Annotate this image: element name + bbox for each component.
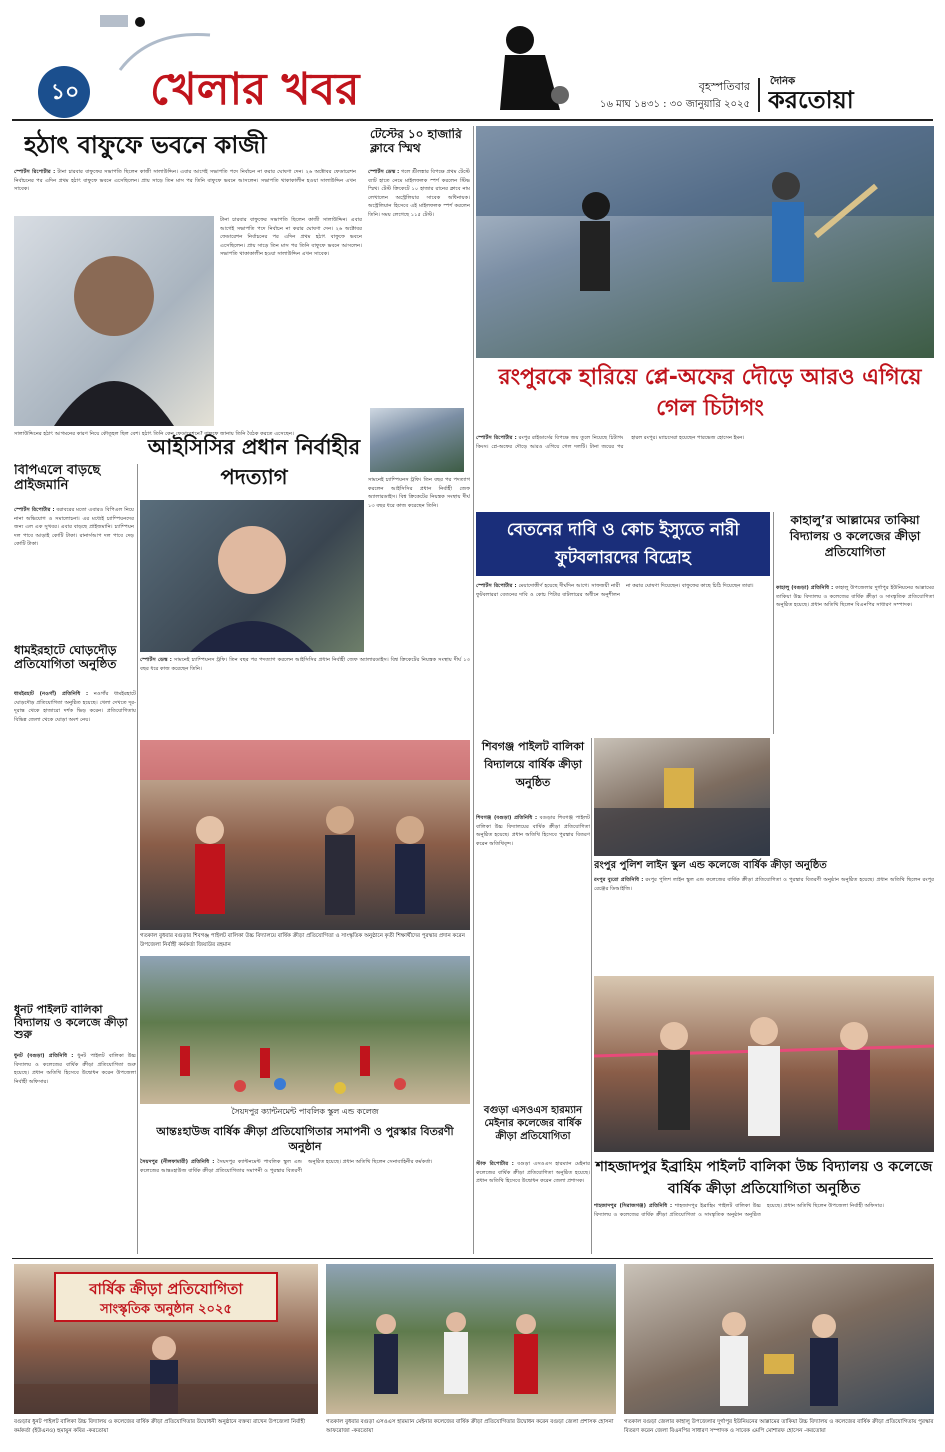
issue-day: বৃহস্পতিবার [698, 80, 750, 93]
saidpur-field-photo [140, 956, 470, 1104]
salauddin-photo [14, 216, 214, 426]
article-dhamorhat-body: ধামইরহাট (নওগাঁ) প্রতিনিধি : নওগাঁর ধামইরহাটে ঘোড়দৌড় প্রতিযোগিতা অনুষ্ঠিত হয়েছে। খেলা দেখতে দূর-দূরান্ত থেকে হাজারো দর্শক ভিড় করেন। প্রতিযোগিতায় বিভিন্ন জেলা থেকে ঘোড়া অংশ নেয়। [14, 691, 136, 723]
paper-name: করতোয়া [768, 86, 854, 114]
headline-dhamorhat: ধামইরহাটে ঘোড়দৌড় প্রতিযোগিতা অনুষ্ঠিত [14, 644, 117, 671]
salauddin-caption: সালাউদ্দিনের হঠাৎ আগমনের কারণ নিয়ে কৌতূহল ছিল বেশ। হঠাৎ তিনি কেন ফেডারেশনে? বাফুফে জানায় তিনি বৈঠক করতে এসেছেন। [14, 431, 294, 437]
saidpur-strip-caption: সৈয়দপুর ক্যান্টনমেন্ট পাবলিক স্কুল এন্ড কলেজ [231, 1107, 379, 1116]
masthead [0, 0, 945, 122]
headline-rangpur: রংপুরকে হারিয়ে প্লে-অফের দৌড়ে আরও এগিয়ে গেল চিটাগং [498, 365, 922, 421]
article-rangpur-body: স্পোর্টস রিপোর্টার : রংপুর রাইডার্সের বিপক্ষে জয় তুলে নিয়েছে চিটাগং কিংস। প্লে-অফের দৌড়ে আরও এগিয়ে গেল দলটি। টানা জয়ের পর হারল রংপুর। ম্যাচসেরা হয়েছেন পারভেজ হোসেন ইমন। [476, 435, 745, 450]
shibganj-photo-caption: গতকাল বুধবার বগুড়ার শিবগঞ্জ পাইলট বালিকা উচ্চ বিদ্যালয়ে বার্ষিক ক্রীড়া প্রতিযোগিতা ও সাংস্কৃতিক অনুষ্ঠানে কৃতী শিক্ষার্থীদের পুরস্কার প্রদান করেন উপজেলা নির্বাহী কর্মকর্তা জিয়াউর রহমান [140, 933, 465, 948]
article-dhunat-body: ধুনট (বগুড়া) প্রতিনিধি : ধুনট পাইলট বালিকা উচ্চ বিদ্যালয় ও কলেজের বার্ষিক ক্রীড়া প্রতিযোগিতা শুরু হয়েছে। প্রধান অতিথি হিসেবে উদ্বোধন করেন উপজেলা নির্বাহী অফিসার। [14, 1053, 136, 1085]
icc-ceo-photo [140, 500, 364, 652]
column-divider [773, 512, 774, 734]
bottom-right-caption: গতকাল বগুড়া জেলার কাহালু উপজেলার দুর্গাপুর ইউনিয়নের আল্লামের তাকিয়া উচ্চ বিদ্যালয় ও কলেজের বার্ষিক ক্রীড়া প্রতিযোগিতায় পুরস্কার বিতরণ করেন জেলা বিএনপির সাধারণ সম্পাদক ও সাবেক এমপি মোশারফ হোসেন -করতোয়া [624, 1419, 934, 1434]
issue-date: ১৬ মাঘ ১৪৩১ : ৩০ জানুয়ারি ২০২৫ [600, 99, 750, 110]
article-icc-ceo-body: স্পোর্টস ডেস্ক : সামনেই চ্যাম্পিয়নস ট্রফি। তিন বছর পর পদত্যাগ করলেন আইসিসির প্রধান নির্বাহী জেফ অ্যালারডাইস। বিশ্ব ক্রিকেটের নিয়ন্ত্রক সংস্থায় দীর্ঘ ১৩ বছর ধরে কাজ করেছেন তিনি। [140, 657, 470, 672]
headline-smith: টেস্টের ১০ হাজারি ক্লাবে স্মিথ [370, 128, 462, 155]
headline-icc-ceo: আইসিসির প্রধান নির্বাহীর পদত্যাগ [147, 435, 361, 489]
headline-kahalu: কাহালু’র আল্লামের তাকিয়া বিদ্যালয় ও কলেজের ক্রীড়া প্রতিযোগিতা [789, 513, 921, 559]
section-title: খেলার খবর [150, 64, 360, 115]
headline-dhunat: ধুনট পাইলট বালিকা বিদ্যালয় ও কলেজে ক্রীড়া শুরু [14, 1004, 128, 1042]
dhunat-stage-photo [14, 1264, 318, 1414]
headline-rangpur-police: রংপুর পুলিশ লাইন স্কুল এন্ড কলেজে বার্ষিক ক্রীড়া অনুষ্ঠিত [594, 860, 827, 871]
article-icc-ceo-column2: সামনেই চ্যাম্পিয়নস ট্রফি। তিন বছর পর পদত্যাগ করলেন আইসিসির প্রধান নির্বাহী জেফ অ্যালারডাইস। বিশ্ব ক্রিকেটের নিয়ন্ত্রক সংস্থায় দীর্ঘ ১৩ বছর ধরে কাজ করেছেন তিনি। [368, 477, 470, 509]
shibganj-prize-photo [140, 740, 470, 930]
headline-salauddin: হঠাৎ বাফুফে ভবনে কাজী [24, 131, 267, 159]
article-salauddin-body: স্পোর্টস রিপোর্টার : টানা চারবার বাফুফের সভাপতি ছিলেন কাজী সালাউদ্দিন। এবার আগেই সভাপতি পদে নির্বাচন না করার ঘোষণা দেন। ২৬ অক্টোবর ফেডারেশন নির্বাচনের পর এদিন প্রথম হঠাৎ বাফুফে ভবনে এসেছিলেন। প্রায় সাড়ে তিন মাস পর তিনি বাফুফে ভবনে আসলেন। সভাপতি থাকাকালীন হওয়া সালাউদ্দিন এখন সাবেক। [14, 169, 356, 192]
article-saidpur-body: সৈয়দপুর (নীলফামারী) প্রতিনিধি : সৈয়দপুর ক্যান্টনমেন্ট পাবলিক স্কুল এন্ড কলেজের আন্তঃহাউজ বার্ষিক ক্রীড়া প্রতিযোগিতার সমাপনী ও পুরস্কার বিতরণী অনুষ্ঠিত হয়েছে। প্রধান অতিথি ছিলেন সেনাবাহিনীর কর্মকর্তা। [140, 1159, 433, 1174]
article-shibganj-body: শিবগঞ্জ (বগুড়া) প্রতিনিধি : বগুড়ার শিবগঞ্জ পাইলট বালিকা উচ্চ বিদ্যালয়ের বার্ষিক ক্রীড়া প্রতিযোগিতা অনুষ্ঠিত হয়েছে। প্রধান অতিথি হিসেবে পুরস্কার বিতরণ করেন অতিথিবৃন্দ। [476, 815, 590, 847]
bottom-mid-caption: গতকাল বুধবার বগুড়া এসওএস হারম্যান মেইনার কলেজের বার্ষিক ক্রীড়া প্রতিযোগিতার উদ্বোধন করেন বগুড়া জেলা প্রশাসক হোসনা আফরোজা -করতোয়া [326, 1419, 614, 1434]
shahjadpur-ribbon-photo [594, 976, 934, 1152]
column-divider [591, 738, 592, 1254]
smith-photo [370, 408, 464, 472]
headline-bpl-prize: বিপিএলে বাড়ছে প্রাইজমানি [14, 464, 101, 493]
page-number: ১০ [50, 80, 80, 105]
headline-saidpur: আন্তঃহাউজ বার্ষিক ক্রীড়া প্রতিযোগিতার সমাপনী ও পুরস্কার বিতরণী অনুষ্ঠান [156, 1125, 454, 1153]
masthead-divider [758, 78, 760, 112]
article-women-football-body: স্পোর্টস রিপোর্টার : মেয়াদোত্তীর্ণ হয়েছে দীর্ঘদিন আগে। সাফজয়ী নারী ফুটবলাররা বেতনের দাবি ও কোচ পিটার বাটলারের অধীনে অনুশীলন না করার ঘোষণা দিয়েছেন। বাফুফের কাছে চিঠি দিয়েছেন তারা। [476, 583, 754, 598]
byline: স্পোর্টস রিপোর্টার : [14, 169, 56, 175]
headline-shahjadpur: শাহজাদপুর ইব্রাহিম পাইলট বালিকা উচ্চ বিদ্যালয় ও কলেজে বার্ষিক ক্রীড়া প্রতিযোগিতা অনুষ্ঠিত [595, 1159, 933, 1197]
bottom-rule [12, 1258, 933, 1259]
article-salauddin-column2: টানা চারবার বাফুফের সভাপতি ছিলেন কাজী সালাউদ্দিন। এবার আগেই সভাপতি পদে নির্বাচন না করার ঘোষণা দেন। ২৬ অক্টোবর ফেডারেশন নির্বাচনের পর এদিন প্রথম হঠাৎ বাফুফে ভবনে এসেছিলেন। প্রায় সাড়ে তিন মাস পর তিনি বাফুফে ভবনে আসলেন। সভাপতি থাকাকালীন হওয়া সালাউদ্দিন এখন সাবেক। [220, 217, 362, 257]
women-football-banner [476, 512, 770, 576]
bottom-left-caption: বগুড়ার ধুনট পাইলট বালিকা উচ্চ বিদ্যালয় ও কলেজের বার্ষিক ক্রীড়া প্রতিযোগিতার উদ্বোধনী অনুষ্ঠানে বক্তব্য রাখেন উপজেলা নির্বাহী কর্মকর্তা (ইউএনও) হুমায়ুন কবির -করতোয়া [14, 1419, 306, 1434]
hajrapur-field-photo [326, 1264, 616, 1414]
column-divider [137, 464, 138, 1254]
article-rangpur-police-body: রংপুর ব্যুরো প্রতিনিধি : রংপুর পুলিশ লাইন স্কুল এন্ড কলেজের বার্ষিক ক্রীড়া প্রতিযোগিতা ও পুরস্কার বিতরণী অনুষ্ঠান অনুষ্ঠিত হয়েছে। প্রধান অতিথি ছিলেন রংপুর রেঞ্জের ডিআইজি। [594, 877, 934, 892]
kahalu-prize-photo [624, 1264, 934, 1414]
column-divider [473, 126, 474, 1254]
banner-subtitle: সাংস্কৃতিক অনুষ্ঠান ২০২৫ [100, 1302, 232, 1317]
article-bpl-prize-body: স্পোর্টস রিপোর্টার : বরাবরের মতো এবারও বিপিএল নিয়ে নানা অভিযোগ ও সমালোচনা। এর মধ্যেই চ্যাম্পিয়নদের জন্য এল এক সুখবর। এবার বাড়ছে প্রাইজমানি। চ্যাম্পিয়ন দল পাবে আড়াই কোটি টাকা। রানার্সআপ দল পাবে দেড় কোটি টাকা। [14, 507, 134, 547]
headline-hajrapur: বগুড়া এসওএস হারম্যান মেইনার কলেজের বার্ষিক ক্রীড়া প্রতিযোগিতা [483, 1105, 583, 1142]
masthead-rule [12, 119, 933, 121]
headline-women-football: বেতনের দাবি ও কোচ ইস্যুতে নারী ফুটবলারদের বিদ্রোহ [506, 520, 740, 568]
article-hajrapur-body: স্টাফ রিপোর্টার : বগুড়া এসওএস হারম্যান মেইনার কলেজের বার্ষিক ক্রীড়া প্রতিযোগিতা অনুষ্ঠিত হয়েছে। প্রধান অতিথি হিসেবে উদ্বোধন করেন জেলা প্রশাসক। [476, 1161, 590, 1184]
banner-title: বার্ষিক ক্রীড়া প্রতিযোগিতা [89, 1280, 243, 1298]
article-kahalu-body: কাহালু (বগুড়া) প্রতিনিধি : কাহালু উপজেলার দুর্গাপুর ইউনিয়নের আল্লামের তাকিয়া উচ্চ বিদ্যালয় ও কলেজের বার্ষিক ক্রীড়া ও সাংস্কৃতিক প্রতিযোগিতা অনুষ্ঠিত হয়েছে। প্রধান অতিথি ছিলেন বিএনপির সাধারণ সম্পাদক। [776, 585, 934, 608]
paper-prefix: দৈনিক [770, 76, 796, 87]
rangpur-police-photo [594, 738, 770, 856]
banner-backdrop [54, 1272, 278, 1322]
rangpur-match-photo [476, 126, 934, 358]
headline-shibganj: শিবগঞ্জ পাইলট বালিকা বিদ্যালয়ে বার্ষিক ক্রীড়া অনুষ্ঠিত [481, 740, 585, 789]
article-shahjadpur-body: শাহজাদপুর (সিরাজগঞ্জ) প্রতিনিধি : শাহজাদপুর ইব্রাহিম পাইলট বালিকা উচ্চ বিদ্যালয় ও কলেজের বার্ষিক ক্রীড়া প্রতিযোগিতা ও সাংস্কৃতিক অনুষ্ঠান অনুষ্ঠিত হয়েছে। প্রধান অতিথি ছিলেন উপজেলা নির্বাহী অফিসার। [594, 1203, 884, 1218]
article-smith-body: স্পোর্টস ডেস্ক : গলে শ্রীলঙ্কার বিপক্ষে প্রথম টেস্টে ব্যাট হাতে নেমে মাইলফলক স্পর্শ করলেন স্টিভ স্মিথ। টেস্ট ক্রিকেটে ১০ হাজার রানের ক্লাবে নাম লেখালেন অস্ট্রেলিয়ার সাবেক অধিনায়ক। অস্ট্রেলিয়ান হিসেবে এই মাইলফলক স্পর্শ করলেন তিনি। সময় লেগেছে ১১৫ টেস্ট। [368, 169, 470, 218]
